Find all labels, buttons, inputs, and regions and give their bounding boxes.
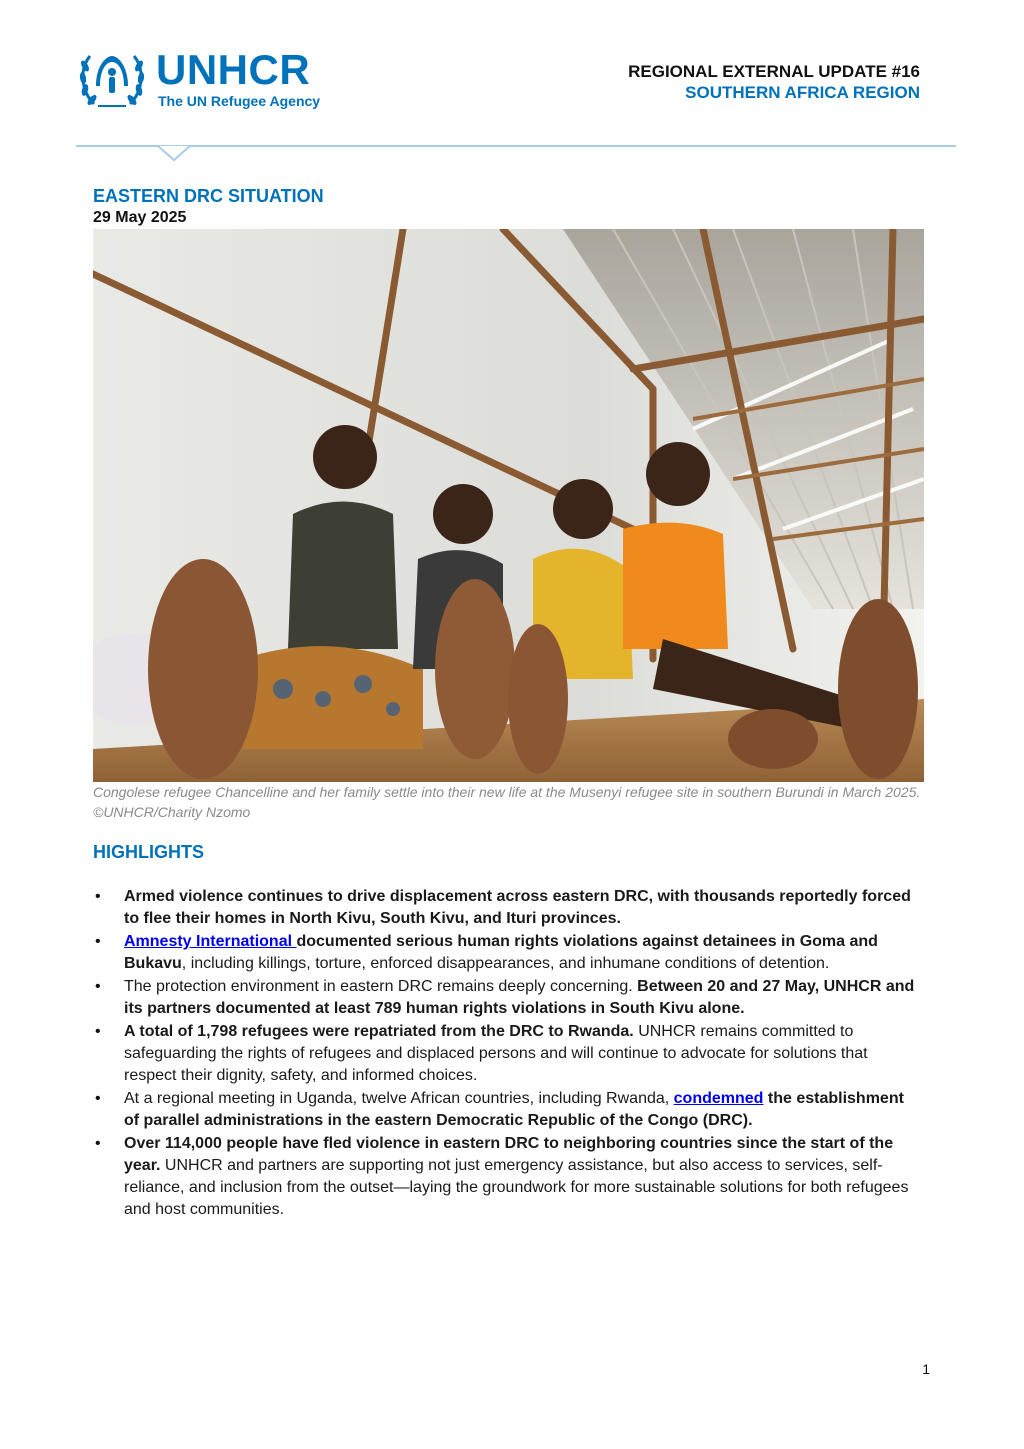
highlight-item xyxy=(93,976,923,1020)
report-date: 29 May 2025 xyxy=(93,209,187,226)
report-region: SOUTHERN AFRICA REGION xyxy=(685,83,920,102)
highlight-item xyxy=(93,886,923,930)
page-number: 1 xyxy=(922,1361,930,1377)
situation-title: EASTERN DRC SITUATION xyxy=(93,186,324,206)
highlight-text: At a regional meeting in Uganda, twelve African countries, including Rwanda, xyxy=(124,1090,674,1107)
highlight-bold-text: Over 114,000 people have fled violence in eastern DRC to neighboring countries since the start of the year. xyxy=(124,1135,894,1174)
highlight-item xyxy=(93,1021,923,1087)
header-divider xyxy=(76,144,956,164)
highlight-text: UNHCR remains committed to safeguarding the rights of refugees and displaced persons and will continue to advocate for solutions that respect their dignity, safety, and informed choices. xyxy=(124,1023,868,1084)
amnesty-international-link[interactable]: Amnesty International xyxy=(124,933,297,950)
report-title: REGIONAL EXTERNAL UPDATE #16 xyxy=(628,62,920,81)
highlight-text: UNHCR and partners are supporting not just emergency assistance, but also access to services, self-reliance, and inclusion from the outset—laying the groundwork for more sustainable solutions for both refugees and host communities. xyxy=(124,1157,909,1218)
refugee-family-illustration xyxy=(93,229,924,782)
highlight-item xyxy=(93,931,923,975)
highlights-title: HIGHLIGHTS xyxy=(93,842,204,862)
highlights-list xyxy=(93,886,923,1222)
highlight-bold-text: the establishment of parallel administrations in the eastern Democratic Republic of the Congo (DRC). xyxy=(124,1090,904,1129)
highlight-item xyxy=(93,1133,923,1221)
condemned-link[interactable]: condemned xyxy=(673,1090,764,1107)
photo-caption: Congolese refugee Chancelline and her family settle into their new life at the Musenyi refugee site in southern Burundi in March 2025. ©UNHCR/Charity Nzomo xyxy=(93,784,921,820)
logo-tagline: The UN Refugee Agency xyxy=(158,93,321,109)
highlight-item xyxy=(93,1088,923,1132)
highlight-bold-text: Armed violence continues to drive displacement across eastern DRC, with thousands reportedly forced to flee their homes in North Kivu, South Kivu, and Ituri provinces. xyxy=(124,888,911,927)
unhcr-logo xyxy=(76,46,346,116)
logo-wordmark: UNHCR xyxy=(156,46,311,93)
highlight-bold-text: Between 20 and 27 May, UNHCR and its partners documented at least 789 human rights violations in South Kivu alone. xyxy=(124,978,915,1017)
highlight-text: The protection environment in eastern DRC remains deeply concerning. xyxy=(124,978,638,995)
highlight-bold-text: documented serious human rights violations against detainees in Goma and Bukavu xyxy=(124,933,878,972)
highlight-text: , including killings, torture, enforced disappearances, and inhumane conditions of detention. xyxy=(181,955,830,972)
report-header xyxy=(628,62,920,103)
unhcr-emblem-icon xyxy=(76,46,148,112)
cover-photo xyxy=(93,229,924,782)
highlight-bold-text: A total of 1,798 refugees were repatriated from the DRC to Rwanda. xyxy=(124,1023,634,1040)
